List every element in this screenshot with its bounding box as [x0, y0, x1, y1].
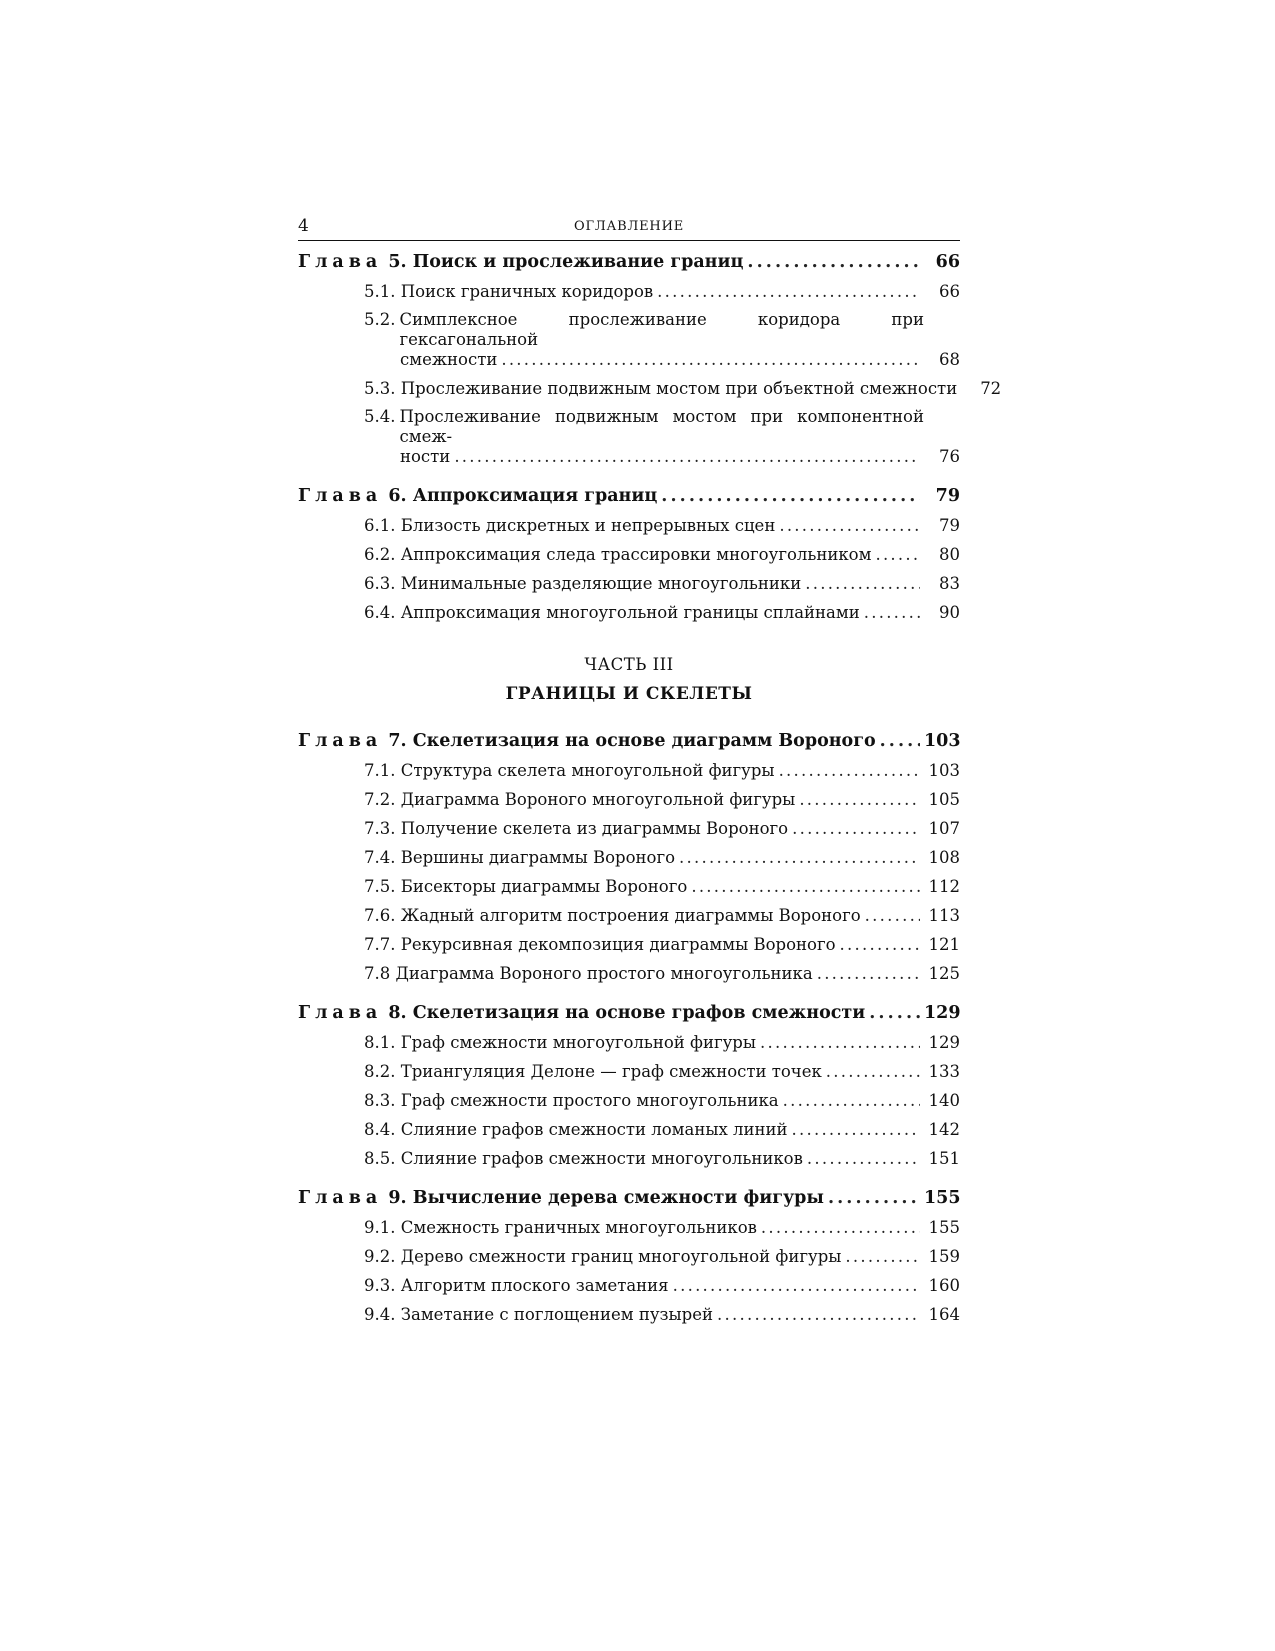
toc-section-8-1[interactable] [298, 1028, 960, 1057]
leader-dots [826, 1057, 920, 1086]
toc-section-9-1[interactable] [298, 1213, 960, 1242]
toc-section-5-1[interactable] [298, 277, 960, 306]
toc-chapter-8[interactable] [298, 998, 960, 1028]
page-ref: 103 [924, 731, 961, 751]
leader-dots [454, 447, 920, 467]
section-title: 6.4. Аппроксимация многоугольной границы сплайнами [364, 603, 860, 622]
toc-section-5-4[interactable] [298, 407, 960, 467]
leader-dots [779, 511, 920, 540]
page-ref: 160 [928, 1276, 960, 1295]
chapter-title: 9. Вычисление дерева смежности фигуры [388, 1188, 824, 1208]
section-title: 9.2. Дерево смежности границ многоугольной фигуры [364, 1247, 842, 1266]
section-title-line-1: Симплексное прослеживание коридора при гексагональной [399, 310, 924, 349]
section-title: 7.4. Вершины диаграммы Вороного [364, 848, 676, 867]
section-title: 8.2. Триангуляция Делоне — граф смежности точек [364, 1062, 822, 1081]
leader-dots [760, 1028, 920, 1057]
toc-page [298, 216, 1002, 1329]
section-title: 5.3. Прослеживание подвижным мостом при объектной смежности [364, 379, 958, 398]
section-title: 7.3. Получение скелета из диаграммы Вороного [364, 819, 789, 838]
leader-dots [679, 843, 920, 872]
toc-section-7-6[interactable] [298, 901, 960, 930]
toc-section-9-4[interactable] [298, 1300, 960, 1329]
page-ref: 164 [928, 1305, 960, 1324]
page-ref: 103 [928, 761, 960, 780]
part-title: ГРАНИЦЫ И СКЕЛЕТЫ [505, 684, 753, 704]
chapter-label: Глава [298, 252, 383, 272]
section-title: 9.4. Заметание с поглощением пузырей [364, 1305, 713, 1324]
leader-dots [828, 1183, 920, 1213]
leader-dots [840, 930, 920, 959]
page-ref: 129 [924, 1003, 961, 1023]
toc-chapter-9[interactable] [298, 1183, 960, 1213]
page-ref: 66 [935, 252, 960, 272]
toc-section-7-2[interactable] [298, 785, 960, 814]
running-header [298, 216, 960, 241]
page-ref: 72 [980, 379, 1002, 398]
page-ref: 142 [928, 1120, 960, 1139]
page-ref: 133 [928, 1062, 960, 1081]
toc-section-6-2[interactable] [298, 540, 960, 569]
section-title-line-1: Прослеживание подвижным мостом при компонентной смеж- [399, 407, 924, 446]
toc-section-5-2[interactable] [298, 310, 960, 370]
leader-dots [869, 998, 920, 1028]
toc-chapter-7[interactable] [298, 726, 960, 756]
leader-dots [864, 598, 920, 627]
toc-section-7-3[interactable] [298, 814, 960, 843]
toc-section-6-1[interactable] [298, 511, 960, 540]
leader-dots [875, 540, 920, 569]
section-title: 9.3. Алгоритм плоского заметания [364, 1276, 669, 1295]
leader-dots [817, 959, 920, 988]
section-title: 5.1. Поиск граничных коридоров [364, 282, 654, 301]
page-ref: 105 [928, 790, 960, 809]
section-number: 5.2. [364, 310, 396, 329]
section-title: 8.1. Граф смежности многоугольной фигуры [364, 1033, 757, 1052]
leader-dots [792, 814, 920, 843]
chapter-label: Глава [298, 1003, 383, 1023]
section-title: 7.1. Структура скелета многоугольной фигуры [364, 761, 775, 780]
section-title: 9.1. Смежность граничных многоугольников [364, 1218, 757, 1237]
page-number: 4 [298, 216, 309, 236]
leader-dots [717, 1300, 920, 1329]
section-title: 8.4. Слияние графов смежности ломаных линий [364, 1120, 788, 1139]
chapter-label: Глава [298, 731, 383, 751]
leader-dots [783, 1086, 920, 1115]
leader-dots [791, 1115, 920, 1144]
toc-section-7-5[interactable] [298, 872, 960, 901]
leader-dots [747, 247, 920, 277]
page-ref: 76 [939, 447, 960, 466]
toc-section-7-8[interactable] [298, 959, 960, 988]
section-title: 6.1. Близость дискретных и непрерывных сцен [364, 516, 776, 535]
chapter-label: Глава [298, 1188, 383, 1208]
leader-dots [501, 350, 920, 370]
section-title: 7.8 Диаграмма Вороного простого многоугольника [364, 964, 813, 983]
chapter-title: 5. Поиск и прослеживание границ [388, 252, 744, 272]
toc-section-7-4[interactable] [298, 843, 960, 872]
leader-dots [761, 1213, 920, 1242]
page-ref: 159 [928, 1247, 960, 1266]
section-title: 6.2. Аппроксимация следа трассировки многоугольником [364, 545, 872, 564]
leader-dots [779, 756, 920, 785]
toc-section-6-4[interactable] [298, 598, 960, 627]
section-title: 7.6. Жадный алгоритм построения диаграммы Вороного [364, 906, 861, 925]
page-ref: 155 [924, 1188, 961, 1208]
page-ref: 108 [928, 848, 960, 867]
leader-dots [807, 1144, 920, 1173]
chapter-title: 8. Скелетизация на основе графов смежности [388, 1003, 866, 1023]
page-ref: 66 [939, 282, 960, 301]
toc-section-7-7[interactable] [298, 930, 960, 959]
section-title: 7.2. Диаграмма Вороного многоугольной фигуры [364, 790, 796, 809]
leader-dots [657, 277, 920, 306]
leader-dots [805, 569, 920, 598]
section-title: 8.5. Слияние графов смежности многоугольников [364, 1149, 803, 1168]
toc-chapter-5[interactable] [298, 247, 960, 277]
leader-dots [661, 481, 920, 511]
page-ref: 83 [939, 574, 960, 593]
toc-section-8-4[interactable] [298, 1115, 960, 1144]
page-ref: 107 [928, 819, 960, 838]
section-title: 7.7. Рекурсивная декомпозиция диаграммы Вороного [364, 935, 836, 954]
leader-dots [865, 901, 920, 930]
section-title: 7.5. Бисекторы диаграммы Вороного [364, 877, 688, 896]
page-ref: 155 [928, 1218, 960, 1237]
page-ref: 68 [939, 350, 960, 369]
toc-section-9-3[interactable] [298, 1271, 960, 1300]
page-ref: 129 [928, 1033, 960, 1052]
toc-section-8-3[interactable] [298, 1086, 960, 1115]
toc-section-6-3[interactable] [298, 569, 960, 598]
toc-section-8-5[interactable] [298, 1144, 960, 1173]
section-title-line-2: смежности [400, 350, 498, 369]
leader-dots [691, 872, 920, 901]
leader-dots [880, 726, 920, 756]
page-ref: 80 [939, 545, 960, 564]
chapter-title: 7. Скелетизация на основе диаграмм Вороного [388, 731, 876, 751]
page-ref: 121 [928, 935, 960, 954]
toc-section-5-3[interactable] [298, 374, 1002, 403]
page-ref: 112 [928, 877, 960, 896]
page-ref: 79 [935, 486, 960, 506]
part-label: ЧАСТЬ III [584, 655, 674, 674]
leader-dots [799, 785, 920, 814]
toc-section-8-2[interactable] [298, 1057, 960, 1086]
chapter-title: 6. Аппроксимация границ [388, 486, 658, 506]
page-ref: 151 [928, 1149, 960, 1168]
chapter-label: Глава [298, 486, 383, 506]
toc-section-9-2[interactable] [298, 1242, 960, 1271]
toc-chapter-6[interactable] [298, 481, 960, 511]
page-ref: 140 [928, 1091, 960, 1110]
section-title: 8.3. Граф смежности простого многоугольника [364, 1091, 779, 1110]
page-ref: 79 [939, 516, 960, 535]
leader-dots [673, 1271, 920, 1300]
page-ref: 90 [939, 603, 960, 622]
running-title: ОГЛАВЛЕНИЕ [573, 219, 684, 234]
leader-dots [845, 1242, 920, 1271]
page-ref: 125 [928, 964, 960, 983]
toc-section-7-1[interactable] [298, 756, 960, 785]
page-ref: 113 [928, 906, 960, 925]
section-title-line-2: ности [400, 447, 451, 466]
section-number: 5.4. [364, 407, 396, 426]
section-title: 6.3. Минимальные разделяющие многоугольники [364, 574, 802, 593]
